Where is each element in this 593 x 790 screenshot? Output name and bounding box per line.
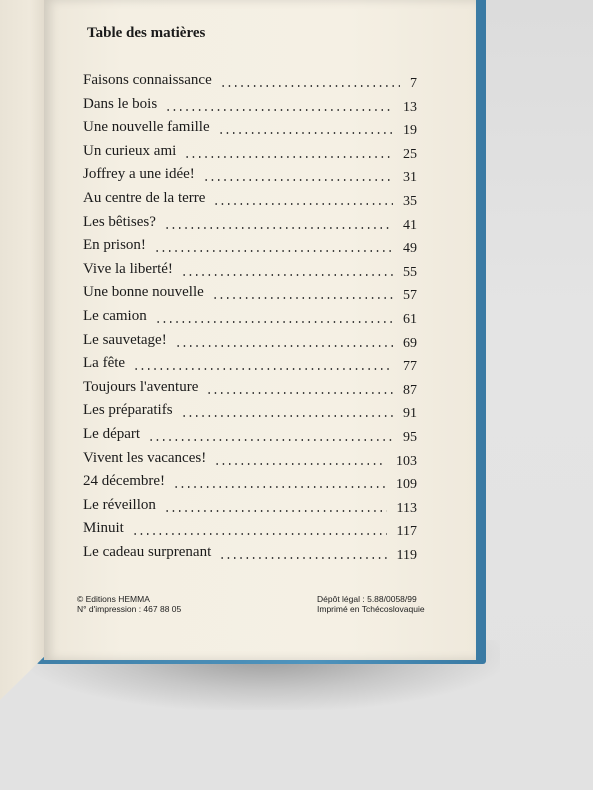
printed-in-text: Imprimé en Tchécoslovaquie xyxy=(317,604,425,614)
page-title: Table des matières xyxy=(87,25,206,41)
book-page xyxy=(44,0,476,660)
dot-leader xyxy=(181,274,393,276)
dot-leader xyxy=(213,203,393,205)
toc-entry-page: 25 xyxy=(403,146,417,162)
toc-entry xyxy=(83,400,417,424)
toc-entry-title: Le camion xyxy=(83,307,147,324)
legal-info xyxy=(317,594,425,614)
dot-leader xyxy=(154,250,393,252)
publisher-info xyxy=(77,594,181,614)
toc-entry-title: Un curieux ami xyxy=(83,142,177,159)
toc-entry-title: Les bêtises? xyxy=(83,213,156,230)
toc-entry xyxy=(83,353,417,377)
toc-entry xyxy=(83,94,417,118)
toc-entry xyxy=(83,495,417,519)
toc-entry-title: Au centre de la terre xyxy=(83,189,206,206)
toc-entry-title: Toujours l'aventure xyxy=(83,378,199,395)
toc-entry-page: 77 xyxy=(403,359,417,375)
dot-leader xyxy=(164,227,393,229)
toc-entry xyxy=(83,188,417,212)
toc-entry xyxy=(83,259,417,283)
dot-leader xyxy=(184,156,393,158)
legal-deposit-text: Dépôt légal : 5.88/0058/99 xyxy=(317,594,417,604)
toc-entry xyxy=(83,212,417,236)
toc-entry xyxy=(83,542,417,566)
dot-leader xyxy=(181,415,393,417)
dot-leader xyxy=(212,297,393,299)
dot-leader xyxy=(164,510,387,512)
dot-leader xyxy=(165,109,393,111)
toc-entry-title: Une bonne nouvelle xyxy=(83,284,204,301)
table-of-contents xyxy=(83,70,417,565)
dot-leader xyxy=(173,486,386,488)
toc-entry xyxy=(83,282,417,306)
toc-entry-title: Le cadeau surprenant xyxy=(83,543,212,560)
toc-entry-page: 91 xyxy=(403,406,417,422)
dot-leader xyxy=(132,533,387,535)
toc-entry-page: 69 xyxy=(403,335,417,351)
toc-entry-title: Vive la liberté! xyxy=(83,260,173,277)
toc-entry-page: 119 xyxy=(396,547,417,563)
dot-leader xyxy=(218,132,393,134)
toc-entry-page: 57 xyxy=(403,288,417,304)
left-page xyxy=(0,0,50,700)
toc-entry-title: La fête xyxy=(83,355,126,372)
toc-entry xyxy=(83,377,417,401)
dot-leader xyxy=(214,463,386,465)
toc-entry-title: Le départ xyxy=(83,425,141,442)
toc-entry xyxy=(83,164,417,188)
toc-entry-page: 103 xyxy=(396,453,417,469)
toc-entry-page: 61 xyxy=(403,311,417,327)
toc-entry-title: Vivent les vacances! xyxy=(83,449,207,466)
toc-entry-title: Joffrey a une idée! xyxy=(83,166,195,183)
dot-leader xyxy=(206,392,393,394)
toc-entry xyxy=(83,235,417,259)
dot-leader xyxy=(220,85,400,87)
toc-entry-title: Les préparatifs xyxy=(83,402,173,419)
toc-entry xyxy=(83,518,417,542)
dot-leader xyxy=(133,368,393,370)
toc-entry-page: 113 xyxy=(396,500,417,516)
toc-entry xyxy=(83,471,417,495)
toc-entry xyxy=(83,424,417,448)
toc-entry-page: 109 xyxy=(396,477,417,493)
toc-entry-page: 35 xyxy=(403,193,417,209)
publisher-text: © Editions HEMMA xyxy=(77,594,150,604)
toc-entry-title: Le sauvetage! xyxy=(83,331,167,348)
toc-entry xyxy=(83,306,417,330)
toc-entry-page: 41 xyxy=(403,217,417,233)
dot-leader xyxy=(148,439,393,441)
toc-entry-page: 49 xyxy=(403,241,417,257)
toc-entry-title: En prison! xyxy=(83,237,146,254)
toc-entry xyxy=(83,117,417,141)
dot-leader xyxy=(219,557,387,559)
toc-entry-page: 95 xyxy=(403,429,417,445)
toc-entry-title: Dans le bois xyxy=(83,95,158,112)
print-number-text: N° d'impression : 467 88 05 xyxy=(77,604,182,614)
toc-entry-title: 24 décembre! xyxy=(83,473,166,490)
toc-entry-page: 117 xyxy=(396,524,417,540)
toc-entry-page: 31 xyxy=(403,170,417,186)
dot-leader xyxy=(155,321,393,323)
toc-entry xyxy=(83,330,417,354)
toc-entry-title: Le réveillon xyxy=(83,496,156,513)
dot-leader xyxy=(175,345,393,347)
toc-entry-page: 19 xyxy=(403,123,417,139)
toc-entry-title: Faisons connaissance xyxy=(83,72,212,88)
toc-entry-page: 55 xyxy=(403,264,417,280)
toc-entry xyxy=(83,70,417,94)
dot-leader xyxy=(203,179,393,181)
toc-entry-title: Minuit xyxy=(83,520,124,537)
toc-entry-title: Une nouvelle famille xyxy=(83,119,210,136)
toc-entry xyxy=(83,141,417,165)
toc-entry-page: 13 xyxy=(403,99,417,115)
toc-entry-page: 87 xyxy=(403,382,417,398)
toc-entry-page: 7 xyxy=(410,76,417,91)
toc-entry xyxy=(83,448,417,472)
